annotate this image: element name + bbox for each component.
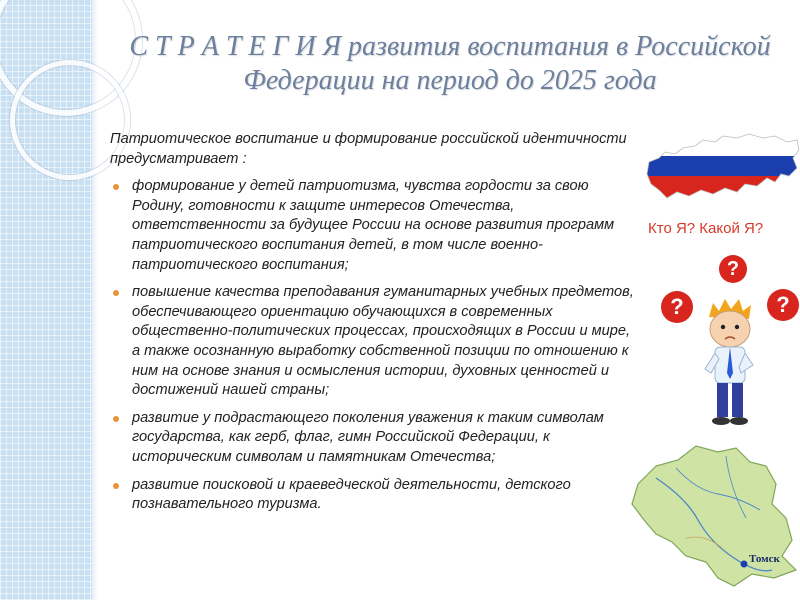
title-line-1: С Т Р А Т Е Г И Я развития воспитания в Российской xyxy=(129,31,771,62)
list-item xyxy=(110,409,640,468)
slide-title xyxy=(100,30,800,98)
bullet-list xyxy=(110,177,640,515)
bullet-dot-icon xyxy=(113,416,119,422)
svg-text:?: ? xyxy=(670,294,684,319)
list-item xyxy=(110,476,640,515)
tomsk-label: Томск xyxy=(749,553,780,565)
tomsk-region-map-icon xyxy=(626,438,800,588)
list-item xyxy=(110,283,640,401)
svg-text:?: ? xyxy=(776,292,790,317)
intro-text: Патриотическое воспитание и формирование российской идентичности предусматривает : xyxy=(110,131,627,167)
list-item-text: формирование у детей патриотизма, чувства гордости за свою Родину, готовности к защите интересов Отечества, ответственности за будущее России на основе развития программ патриотического воспитания детей, в том числе военно-патриотического воспитания; xyxy=(132,178,615,273)
confused-boy-icon xyxy=(655,255,800,430)
bullet-dot-icon xyxy=(113,290,119,296)
svg-text:?: ? xyxy=(726,258,740,280)
list-item-text: повышение качества преподавания гуманитарных учебных предметов, обеспечивающего ориентацию обучающихся в современных общественно-политических процессах, происходящих в России и мире, а также осознанную выработку собственной позиции по отношению к ним на основе знания и осмысления истории, духовных ценностей и достижений нашей страны; xyxy=(132,284,634,399)
bullet-dot-icon xyxy=(113,184,119,190)
slide-body xyxy=(110,130,640,523)
list-item-text: развитие поисковой и краеведческой деятельности, детского познавательного туризма. xyxy=(132,476,571,513)
list-item xyxy=(110,177,640,275)
list-item-text: развитие у подрастающего поколения уважения к таким символам государства, как герб, флаг, гимн Российской Федерации, к историческим символам и памятникам Отечества; xyxy=(132,409,604,465)
russia-flag-map-icon xyxy=(645,128,800,206)
title-line-2: Федерации на период до 2025 года xyxy=(243,65,657,96)
bullet-dot-icon xyxy=(113,483,119,489)
who-am-i-caption: Кто Я? Какой Я? xyxy=(648,220,764,237)
